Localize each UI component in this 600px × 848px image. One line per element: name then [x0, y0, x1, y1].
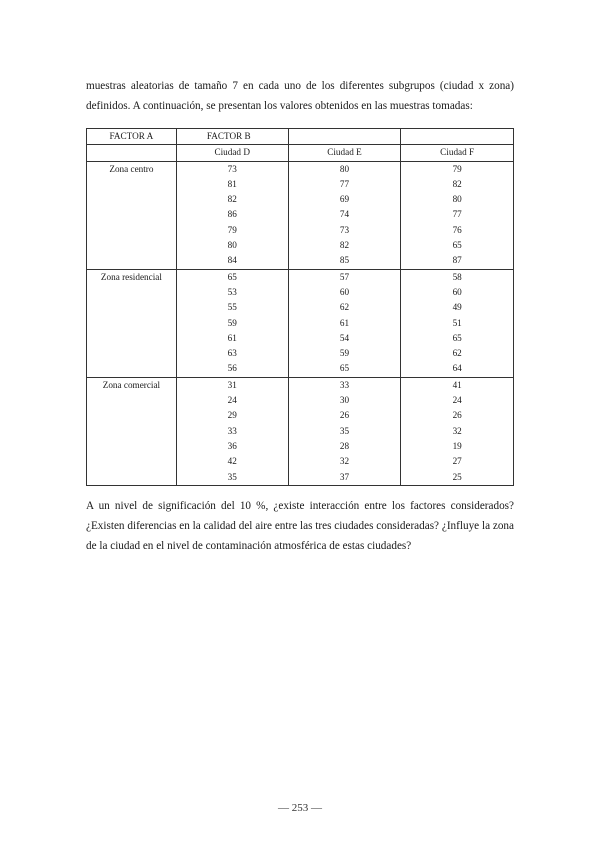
value-cell: 86 [176, 207, 288, 222]
value-cell: 62 [401, 346, 514, 361]
value-cell: 32 [401, 424, 514, 439]
value-cell: 57 [288, 269, 401, 285]
value-cell: 35 [176, 470, 288, 486]
data-table [86, 128, 514, 486]
table-row [87, 269, 514, 285]
empty-subheader-cell [87, 145, 177, 161]
value-cell: 51 [401, 316, 514, 331]
value-cell: 73 [176, 161, 288, 177]
zone-label: Zona comercial [87, 377, 177, 485]
value-cell: 80 [401, 192, 514, 207]
value-cell: 24 [176, 393, 288, 408]
value-cell: 82 [401, 177, 514, 192]
intro-text: muestras aleatorias de tamaño 7 en cada uno de los diferentes subgrupos (ciudad x zona) definidos. A continuación, se presentan los valores obtenidos en las muestras tomadas: [86, 80, 514, 112]
header-row [87, 129, 514, 145]
value-cell: 41 [401, 377, 514, 393]
value-cell: 58 [401, 269, 514, 285]
value-cell: 82 [176, 192, 288, 207]
value-cell: 56 [176, 361, 288, 377]
value-cell: 69 [288, 192, 401, 207]
factor-b-header: FACTOR B [176, 129, 288, 145]
value-cell: 85 [288, 253, 401, 269]
value-cell: 59 [176, 316, 288, 331]
zone-label: Zona residencial [87, 269, 177, 377]
value-cell: 65 [401, 331, 514, 346]
value-cell: 77 [288, 177, 401, 192]
page-number: — 253 — [278, 802, 322, 814]
city-header-row [87, 145, 514, 161]
table-row [87, 377, 514, 393]
value-cell: 27 [401, 454, 514, 469]
question-paragraph [86, 496, 514, 556]
value-cell: 64 [401, 361, 514, 377]
value-cell: 81 [176, 177, 288, 192]
value-cell: 73 [288, 223, 401, 238]
value-cell: 80 [176, 238, 288, 253]
value-cell: 84 [176, 253, 288, 269]
value-cell: 79 [176, 223, 288, 238]
value-cell: 74 [288, 207, 401, 222]
value-cell: 36 [176, 439, 288, 454]
value-cell: 24 [401, 393, 514, 408]
value-cell: 62 [288, 300, 401, 315]
city-e-header: Ciudad E [288, 145, 401, 161]
value-cell: 37 [288, 470, 401, 486]
value-cell: 25 [401, 470, 514, 486]
value-cell: 80 [288, 161, 401, 177]
value-cell: 65 [176, 269, 288, 285]
value-cell: 87 [401, 253, 514, 269]
empty-header-cell [288, 129, 401, 145]
value-cell: 63 [176, 346, 288, 361]
value-cell: 53 [176, 285, 288, 300]
value-cell: 55 [176, 300, 288, 315]
value-cell: 30 [288, 393, 401, 408]
value-cell: 61 [288, 316, 401, 331]
value-cell: 49 [401, 300, 514, 315]
value-cell: 19 [401, 439, 514, 454]
value-cell: 65 [401, 238, 514, 253]
intro-paragraph [86, 76, 514, 116]
value-cell: 65 [288, 361, 401, 377]
value-cell: 31 [176, 377, 288, 393]
value-cell: 26 [401, 408, 514, 423]
value-cell: 54 [288, 331, 401, 346]
value-cell: 76 [401, 223, 514, 238]
value-cell: 61 [176, 331, 288, 346]
city-d-header: Ciudad D [176, 145, 288, 161]
value-cell: 33 [176, 424, 288, 439]
city-f-header: Ciudad F [401, 145, 514, 161]
value-cell: 32 [288, 454, 401, 469]
value-cell: 60 [401, 285, 514, 300]
value-cell: 33 [288, 377, 401, 393]
factor-a-header: FACTOR A [87, 129, 177, 145]
value-cell: 42 [176, 454, 288, 469]
value-cell: 26 [288, 408, 401, 423]
value-cell: 77 [401, 207, 514, 222]
empty-header-cell [401, 129, 514, 145]
question-text: A un nivel de significación del 10 %, ¿existe interacción entre los factores considerados? ¿Existen diferencias en la calidad del aire entre las tres ciudades consideradas? ¿Influye la zona de la ciudad en el nivel de contaminación atmosférica de estas ciudades? [86, 500, 514, 552]
zone-label: Zona centro [87, 161, 177, 269]
value-cell: 79 [401, 161, 514, 177]
value-cell: 28 [288, 439, 401, 454]
value-cell: 82 [288, 238, 401, 253]
table-row [87, 161, 514, 177]
value-cell: 59 [288, 346, 401, 361]
value-cell: 35 [288, 424, 401, 439]
value-cell: 60 [288, 285, 401, 300]
value-cell: 29 [176, 408, 288, 423]
